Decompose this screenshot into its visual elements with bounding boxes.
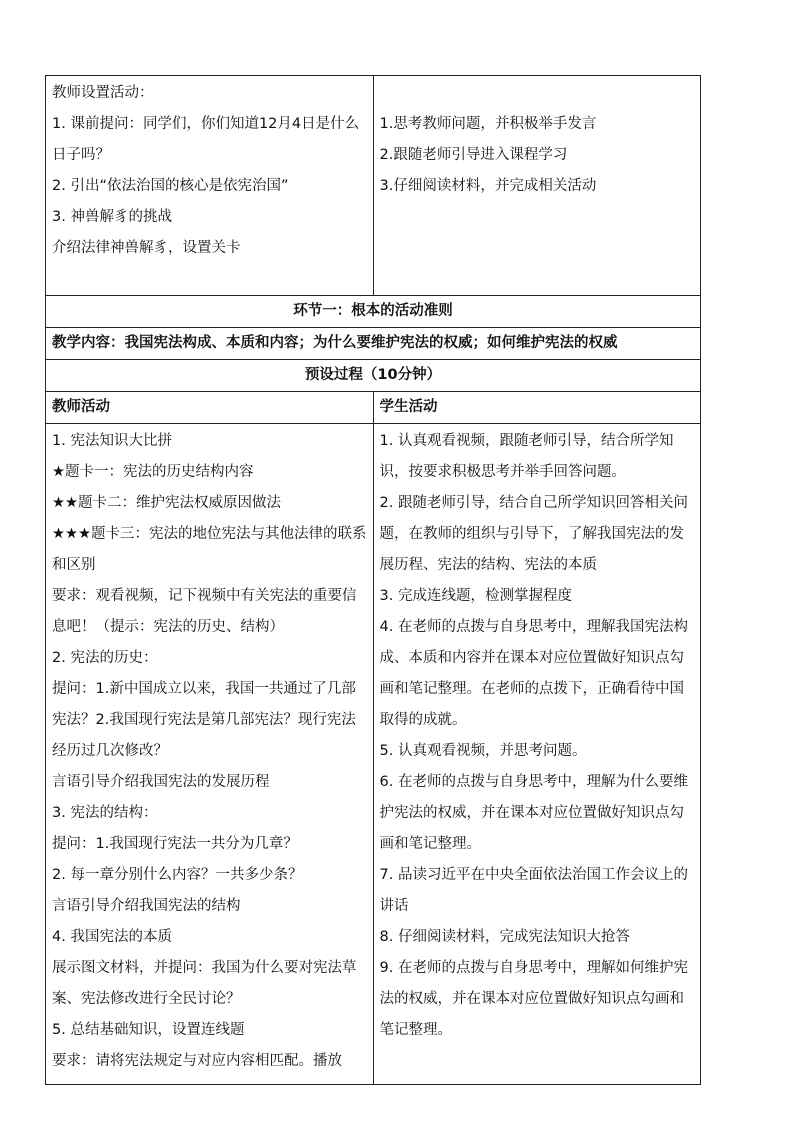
teacher-activity-line: 4. 我国宪法的本质 bbox=[52, 929, 172, 945]
intro-teacher-cell bbox=[46, 76, 374, 296]
intro-student-cell bbox=[373, 76, 701, 296]
intro-student-line: 3.仔细阅读材料，并完成相关活动 bbox=[379, 178, 597, 194]
preset-process-row bbox=[46, 360, 701, 392]
intro-student-line: 2.跟随老师引导进入课程学习 bbox=[379, 147, 568, 163]
student-activity-line: 1. 认真观看视频，跟随老师引导，结合所学知识，按要求积极思考并举手回答问题。 bbox=[379, 433, 674, 480]
teacher-activity-line: 5. 总结基础知识，设置连线题 bbox=[52, 1022, 245, 1038]
teacher-activity-line: ★★★题卡三：宪法的地位宪法与其他法律的联系和区别 bbox=[52, 526, 367, 573]
teacher-activity-line: 展示图文材料，并提问：我国为什么要对宪法草案、宪法修改进行全民讨论？ bbox=[52, 960, 357, 1007]
student-activity-line: 2. 跟随老师引导，结合自己所学知识回答相关问题，在教师的组织与引导下，了解我国宪法的发展历程、宪法的结构、宪法的本质 bbox=[379, 495, 688, 573]
teacher-activity-line: 2. 每一章分别什么内容？一共多少条？ bbox=[52, 867, 303, 883]
teacher-activity-line: 3. 宪法的结构： bbox=[52, 805, 158, 821]
section-title-row bbox=[46, 296, 701, 328]
section-title: 环节一：根本的活动准则 bbox=[46, 296, 701, 328]
intro-teacher-line: 介绍法律神兽解豸，设置关卡 bbox=[52, 240, 241, 256]
student-activity-line: 4. 在老师的点拨与自身思考中，理解我国宪法构成、本质和内容并在课本对应位置做好知识点勾画和笔记整理。在老师的点拨下，正确看待中国取得的成就。 bbox=[379, 619, 688, 728]
intro-student-line: 1.思考教师问题，并积极举手发言 bbox=[379, 116, 597, 132]
intro-teacher-line: 3. 神兽解豸的挑战 bbox=[52, 209, 172, 225]
teacher-activity-line: 言语引导介绍我国宪法的结构 bbox=[52, 898, 241, 914]
teaching-content-row bbox=[46, 328, 701, 360]
teacher-activity-line: ★题卡一：宪法的历史结构内容 bbox=[52, 464, 254, 480]
activities-row bbox=[46, 424, 701, 1085]
teacher-header: 教师活动 bbox=[46, 392, 374, 424]
intro-teacher-line: 1. 课前提问：同学们，你们知道12月4日是什么日子吗？ bbox=[52, 116, 360, 163]
student-activity-line: 8. 仔细阅读材料，完成宪法知识大抢答 bbox=[379, 929, 630, 945]
student-activity-line: 5. 认真观看视频，并思考问题。 bbox=[379, 743, 587, 759]
student-activity-line: 3. 完成连线题，检测掌握程度 bbox=[379, 588, 572, 604]
student-activity-line: 9. 在老师的点拨与自身思考中，理解如何维护宪法的权威，并在课本对应位置做好知识点勾画和笔记整理。 bbox=[379, 960, 688, 1038]
preset-process: 预设过程（10分钟） bbox=[46, 360, 701, 392]
teacher-activity-line: 1. 宪法知识大比拼 bbox=[52, 433, 172, 449]
student-activities-cell bbox=[373, 424, 701, 1085]
teacher-activity-line: 提问：1.新中国成立以来，我国一共通过了几部宪法？2.我国现行宪法是第几部宪法？现行宪法经历过几次修改？ bbox=[52, 681, 356, 759]
teacher-activities-cell bbox=[46, 424, 374, 1085]
teacher-activity-line: 要求：请将宪法规定与对应内容相匹配。播放 bbox=[52, 1053, 342, 1069]
lesson-plan-table bbox=[45, 75, 701, 1085]
student-activity-line: 7. 品读习近平在中央全面依法治国工作会议上的讲话 bbox=[379, 867, 688, 914]
student-activity-line: 6. 在老师的点拨与自身思考中，理解为什么要维护宪法的权威，并在课本对应位置做好知识点勾画和笔记整理。 bbox=[379, 774, 688, 852]
teacher-activity-line: 言语引导介绍我国宪法的发展历程 bbox=[52, 774, 270, 790]
intro-row bbox=[46, 76, 701, 296]
intro-teacher-line: 教师设置活动： bbox=[52, 85, 154, 101]
teaching-content: 教学内容：我国宪法构成、本质和内容；为什么要维护宪法的权威；如何维护宪法的权威 bbox=[46, 328, 701, 360]
teacher-activity-line: ★★题卡二：维护宪法权威原因做法 bbox=[52, 495, 281, 511]
intro-teacher-line: 2. 引出“依法治国的核心是依宪治国” bbox=[52, 178, 289, 194]
student-header: 学生活动 bbox=[373, 392, 701, 424]
header-row bbox=[46, 392, 701, 424]
teacher-activity-line: 2. 宪法的历史： bbox=[52, 650, 158, 666]
teacher-activity-line: 要求：观看视频，记下视频中有关宪法的重要信息吧！（提示：宪法的历史、结构） bbox=[52, 588, 357, 635]
teacher-activity-line: 提问：1.我国现行宪法一共分为几章？ bbox=[52, 836, 298, 852]
